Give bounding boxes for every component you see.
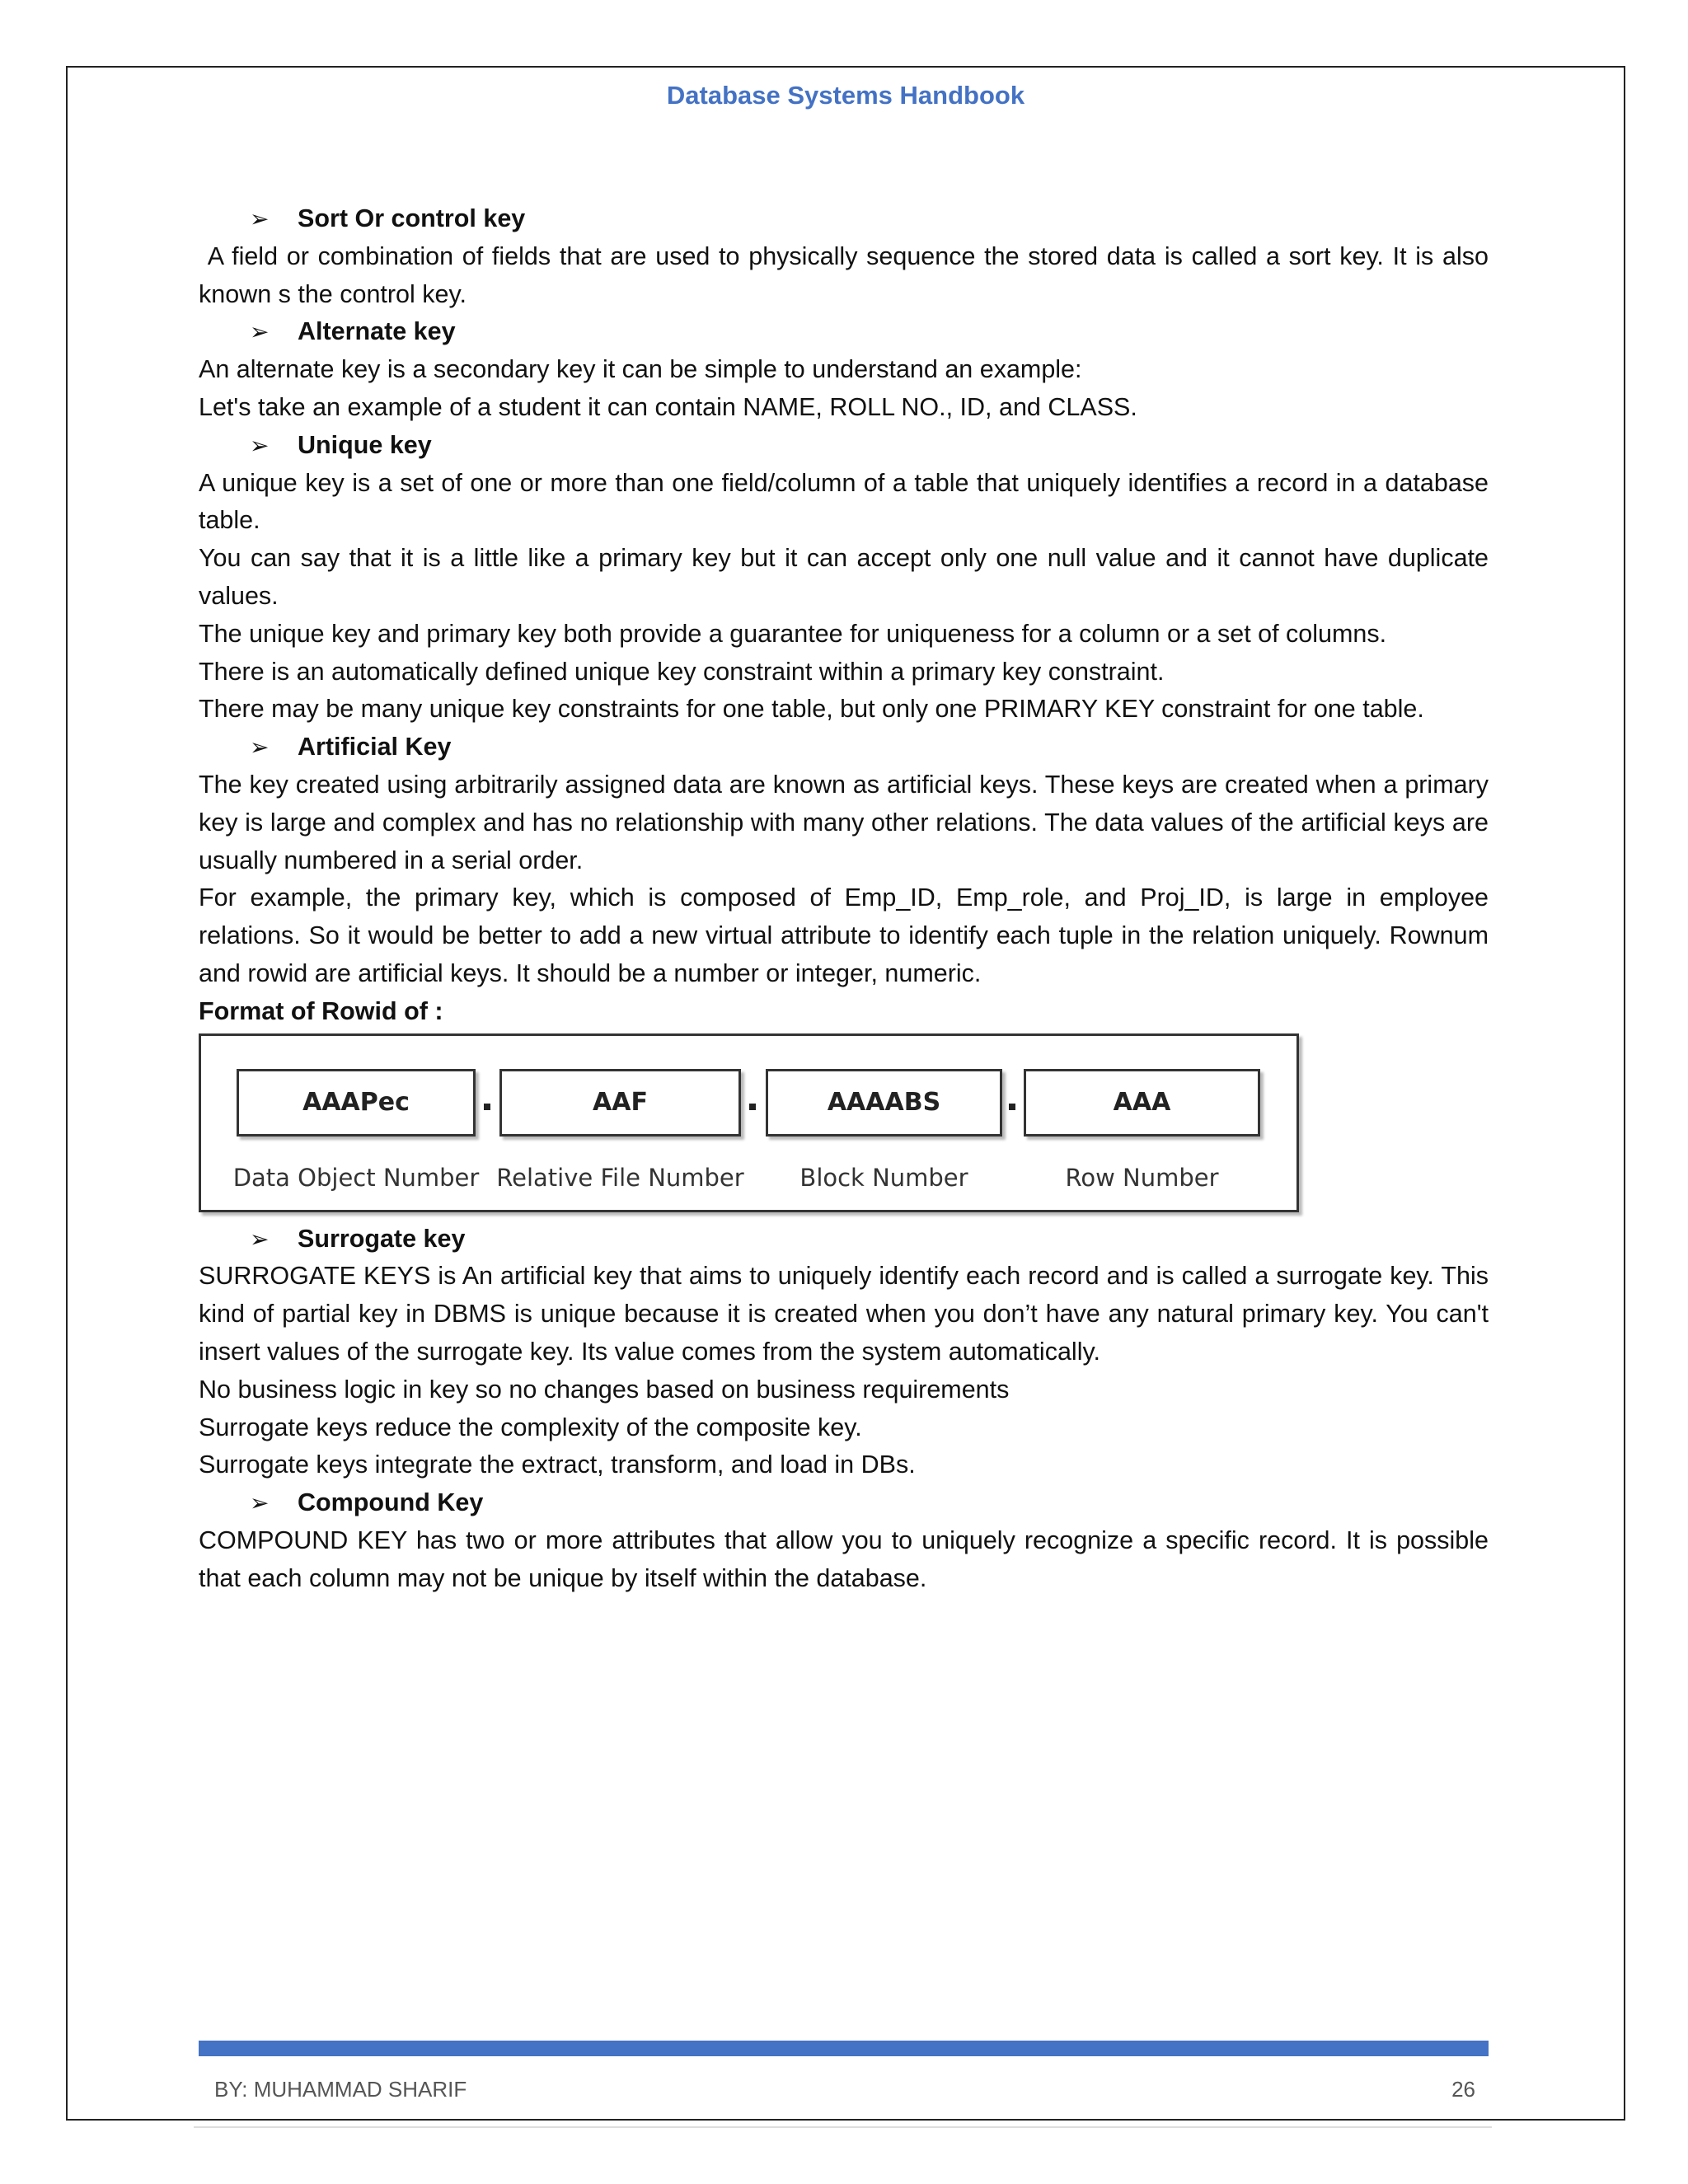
rowid-format-figure	[199, 1033, 1299, 1212]
rowid-separator-dot	[749, 1104, 756, 1110]
rowid-label-block: Block Number	[799, 1163, 968, 1192]
arrow-bullet-icon: ➢	[250, 1490, 270, 1516]
footer-author: BY: MUHAMMAD SHARIF	[214, 2077, 467, 2102]
rowid-label-relative-file: Relative File Number	[496, 1163, 744, 1192]
page-content	[199, 200, 1496, 1598]
section-heading-surrogate-key: ➢ Surrogate key	[199, 1221, 1489, 1258]
paragraph: There may be many unique key constraints for one table, but only one PRIMARY KEY constraint for one table.	[199, 695, 1424, 724]
section-heading-alternate-key: ➢ Alternate key	[199, 313, 1489, 351]
paragraph: Surrogate keys reduce the complexity of the composite key.	[199, 1413, 862, 1441]
rowid-format-label: Format of Rowid of :	[199, 996, 443, 1025]
rowid-box-relative-file: AAF	[499, 1069, 741, 1137]
running-header: Database Systems Handbook	[666, 81, 1025, 110]
section-heading-sort-key: ➢ Sort Or control key	[199, 200, 1489, 238]
arrow-bullet-icon: ➢	[250, 1226, 270, 1252]
footer-rule	[194, 2126, 1492, 2128]
rowid-separator-dot	[484, 1104, 490, 1110]
section-heading-artificial-key: ➢ Artificial Key	[199, 729, 1489, 766]
paragraph: COMPOUND KEY has two or more attributes that allow you to uniquely recognize a specific record. It is possible that each column may not be unique by itself within the database.	[199, 1526, 1489, 1592]
paragraph: Let's take an example of a student it can contain NAME, ROLL NO., ID, and CLASS.	[199, 392, 1137, 421]
arrow-bullet-icon: ➢	[250, 206, 270, 232]
paragraph: The unique key and primary key both provide a guarantee for uniqueness for a column or a set of columns.	[199, 619, 1387, 648]
paragraph: You can say that it is a little like a primary key but it can accept only one null value and it cannot have duplicate values.	[199, 544, 1489, 610]
paragraph: SURROGATE KEYS is An artificial key that aims to uniquely identify each record and is called a surrogate key. This kind of partial key in DBMS is unique because it is created when you don’t have any natural primary key. You can't insert values of the surrogate key. Its value comes from the system automatically.	[199, 1262, 1489, 1366]
rowid-label-data-object: Data Object Number	[232, 1163, 480, 1192]
paragraph: A unique key is a set of one or more than one field/column of a table that uniquely identifies a record in a database table.	[199, 468, 1489, 535]
paragraph: An alternate key is a secondary key it can be simple to understand an example:	[199, 355, 1082, 384]
paragraph: There is an automatically defined unique key constraint within a primary key constraint.	[199, 657, 1165, 686]
paragraph: The key created using arbitrarily assigned data are known as artificial keys. These keys are created when a primary key is large and complex and has no relationship with many other relations. The data values of the artificial keys are usually numbered in a serial order.	[199, 770, 1489, 874]
paragraph: Surrogate keys integrate the extract, transform, and load in DBs.	[199, 1451, 916, 1479]
arrow-bullet-icon: ➢	[250, 432, 270, 458]
rowid-box-block: AAAABS	[766, 1069, 1002, 1137]
section-heading-unique-key: ➢ Unique key	[199, 427, 1489, 465]
rowid-box-data-object: AAAPec	[237, 1069, 476, 1137]
paragraph: A field or combination of fields that are used to physically sequence the stored data is called a sort key. It is also known s the control key.	[199, 241, 1496, 308]
footer-accent-bar	[199, 2041, 1489, 2056]
page-number: 26	[1451, 2077, 1475, 2102]
arrow-bullet-icon: ➢	[250, 319, 270, 345]
arrow-bullet-icon: ➢	[250, 734, 270, 761]
rowid-box-row: AAA	[1024, 1069, 1260, 1137]
rowid-separator-dot	[1009, 1104, 1015, 1110]
rowid-label-row: Row Number	[1065, 1163, 1219, 1192]
paragraph: No business logic in key so no changes based on business requirements	[199, 1375, 1010, 1404]
section-heading-compound-key: ➢ Compound Key	[199, 1484, 1489, 1522]
paragraph: For example, the primary key, which is composed of Emp_ID, Emp_role, and Proj_ID, is large in employee relations. So it would be better to add a new virtual attribute to identify each tuple in the relation uniquely. Rownum and rowid are artificial keys. It should be a number or integer, numeric.	[199, 883, 1489, 987]
